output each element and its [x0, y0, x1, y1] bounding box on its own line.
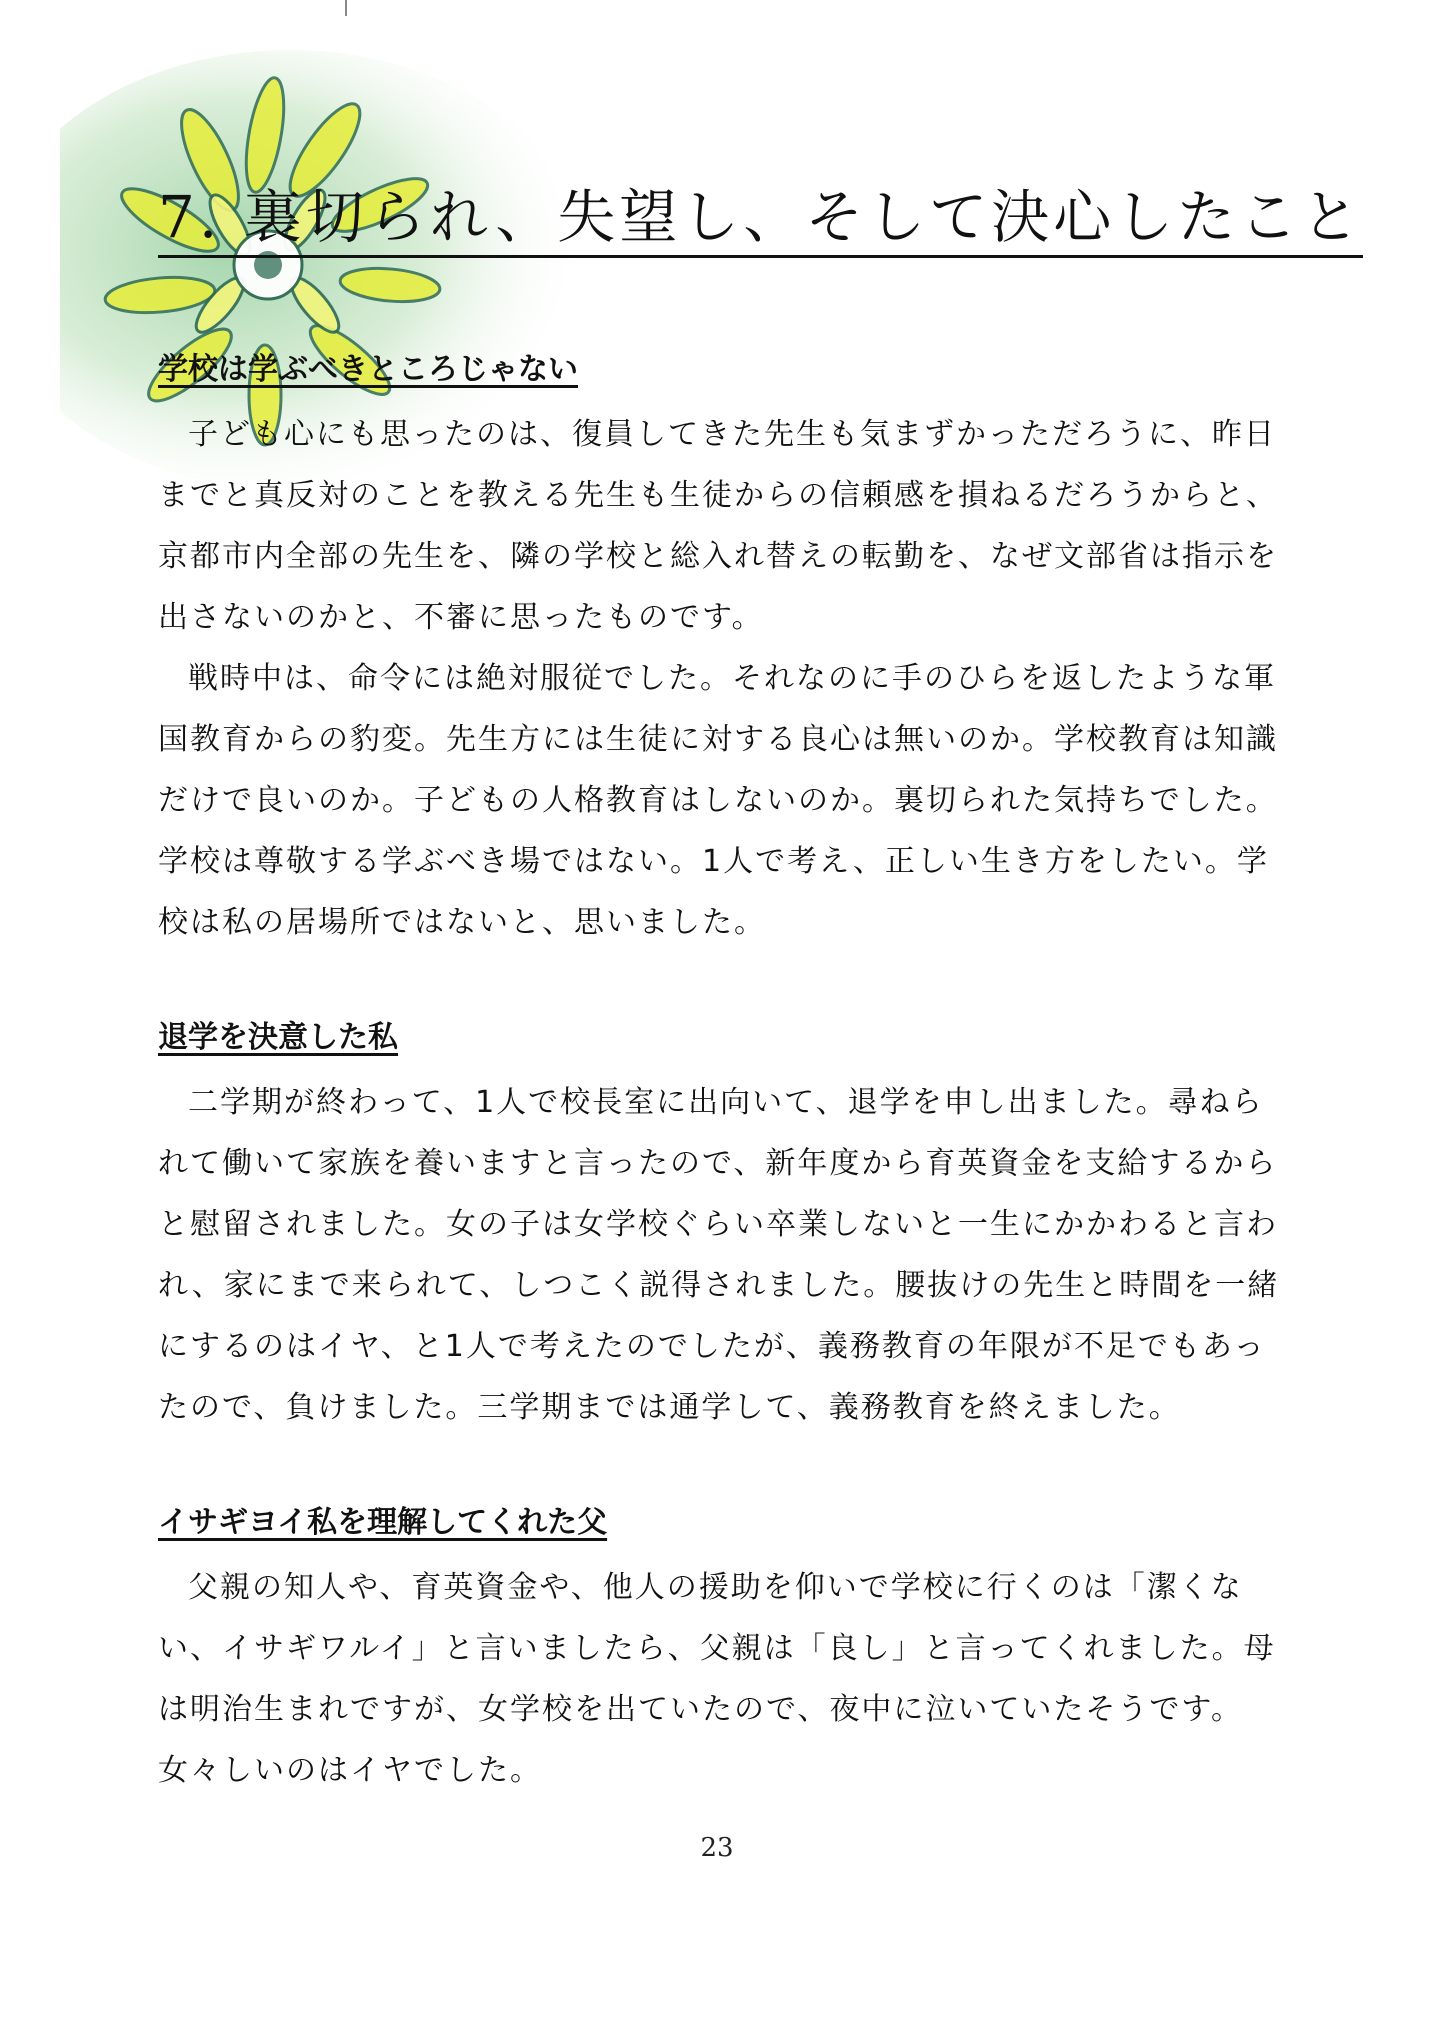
- paragraph: 戦時中は、命令には絶対服従でした。それなのに手のひらを返したような軍国教育からの豹変。先生方には生徒に対する良心は無いのか。学校教育は知識だけで良いのか。子どもの人格教育はしないのか。裏切られた気持ちでした。学校は尊敬する学ぶべき場ではない。1人で考え、正しい生き方をしたい。学校は私の居場所ではないと、思いました。: [158, 661, 1278, 940]
- page-number: 23: [700, 1833, 734, 1863]
- paragraph: 子ども心にも思ったのは、復員してきた先生も気まずかっただろうに、昨日までと真反対のことを教える先生も生徒からの信頼感を損ねるだろうからと、京都市内全部の先生を、隣の学校と総入れ替えの転勤を、なぜ文部省は指示を出さないのかと、不審に思ったものです。: [158, 417, 1278, 635]
- section-heading: 退学を決意した私: [158, 1020, 398, 1055]
- page-title: 7. 裏切られ、失望し、そして決心したこと: [158, 184, 1363, 258]
- section-decided-to-withdraw: [158, 1020, 1288, 1438]
- section-heading: イサギヨイ私を理解してくれた父: [158, 1505, 608, 1540]
- paragraph: 二学期が終わって、1人で校長室に出向いて、退学を申し出ました。尋ねられて働いて家族を養いますと言ったので、新年度から育英資金を支給するからと慰留されました。女の子は女学校ぐらい卒業しないと一生にかかわると言われ、家にまで来られて、しつこく説得されました。腰抜けの先生と時間を一緒にするのはイヤ、と1人で考えたのでしたが、義務教育の年限が不足でもあったので、負けました。三学期までは通学して、義務教育を終えました。: [158, 1085, 1280, 1425]
- paragraph: 父親の知人や、育英資金や、他人の援助を仰いで学校に行くのは「潔くない、イサギワルイ」と言いましたら、父親は「良し」と言ってくれました。母は明治生まれですが、女学校を出ていたので、夜中に泣いていたそうです。女々しいのはイヤでした。: [158, 1570, 1276, 1788]
- section-father-understood: [158, 1505, 1288, 1801]
- crop-mark: [345, 0, 347, 16]
- section-heading: 学校は学ぶべきところじゃない: [158, 352, 578, 387]
- section-school-not-for-learning: [158, 352, 1288, 953]
